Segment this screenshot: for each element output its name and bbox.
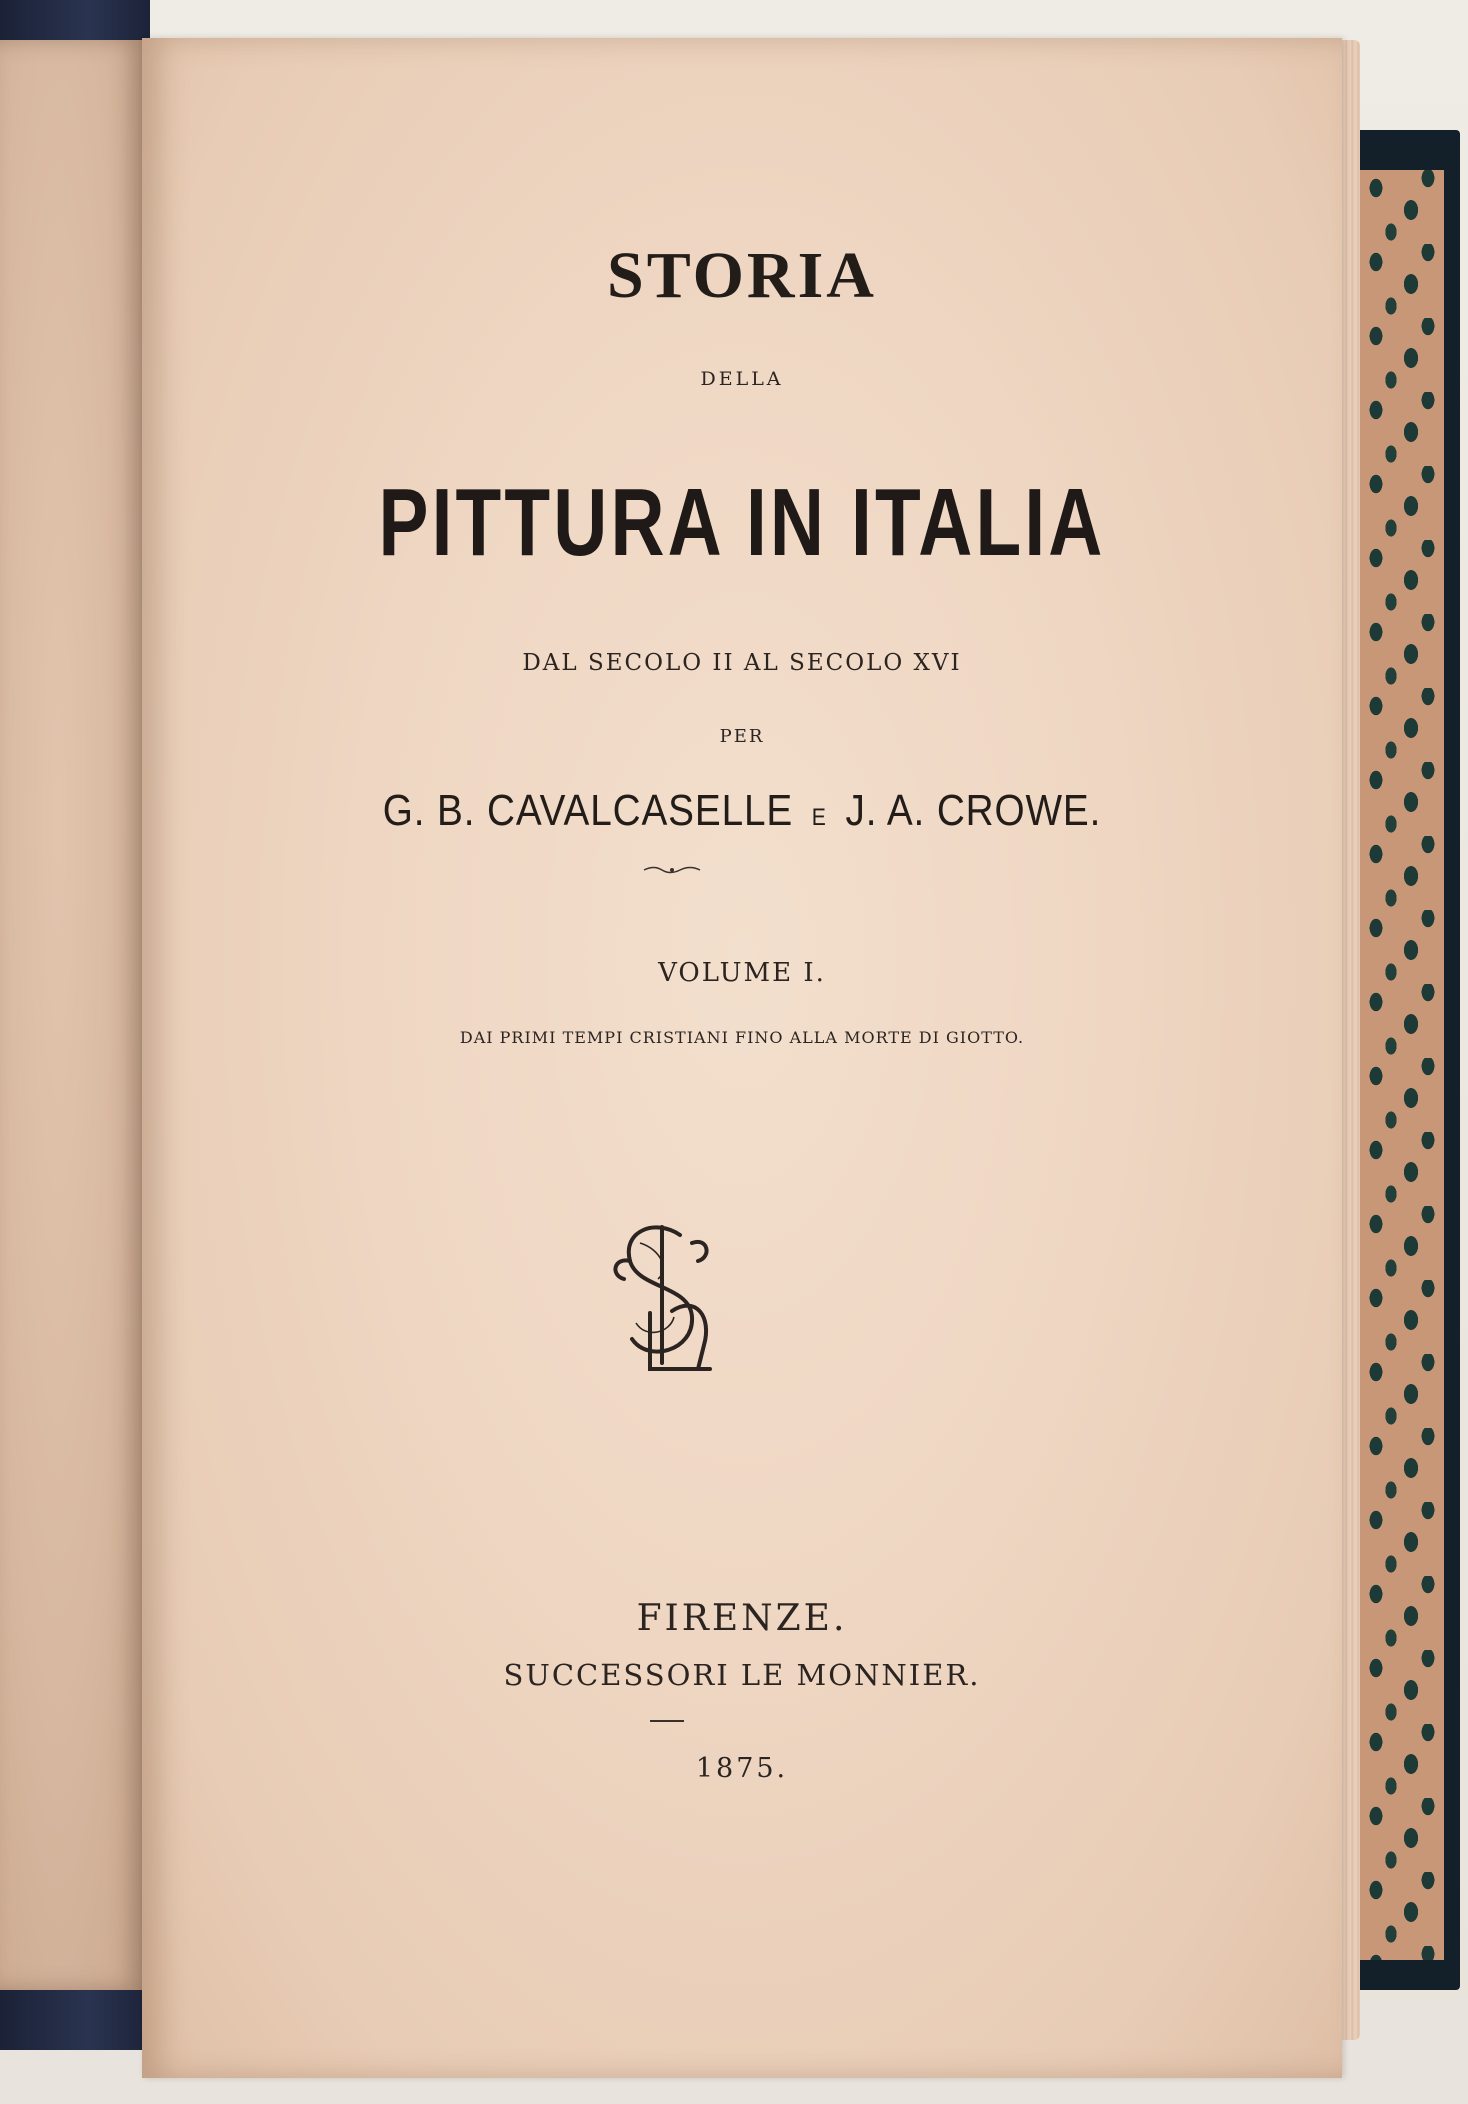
- publication-city: FIRENZE.: [636, 1598, 848, 1639]
- book-title: STORIA: [607, 239, 877, 312]
- publication-year: 1875.: [695, 1753, 789, 1784]
- author-cavalcaselle: G. B. CAVALCASELLE: [382, 786, 794, 835]
- publisher-monogram: [600, 1213, 730, 1383]
- title-page: [142, 38, 1342, 2078]
- main-title: PITTURA IN ITALIA: [378, 469, 1106, 576]
- ornament-flourish: [642, 864, 702, 876]
- per-word: PER: [719, 726, 765, 747]
- della-word: DELLA: [700, 368, 784, 390]
- author-conjunction: E: [811, 804, 827, 831]
- publisher-name: SUCCESSORI LE MONNIER.: [503, 1658, 981, 1692]
- left-page: [0, 40, 146, 1990]
- authors: [214, 786, 1270, 836]
- subtitle: DAL SECOLO II AL SECOLO XVI: [522, 650, 962, 676]
- author-crowe: J. A. CROWE.: [845, 786, 1102, 835]
- short-rule: [650, 1720, 684, 1722]
- volume-subtitle: DAI PRIMI TEMPI CRISTIANI FINO ALLA MORTE DI GIOTTO.: [459, 1028, 1025, 1047]
- marbled-endpaper: [1356, 170, 1444, 1960]
- volume-label: VOLUME I.: [658, 958, 826, 988]
